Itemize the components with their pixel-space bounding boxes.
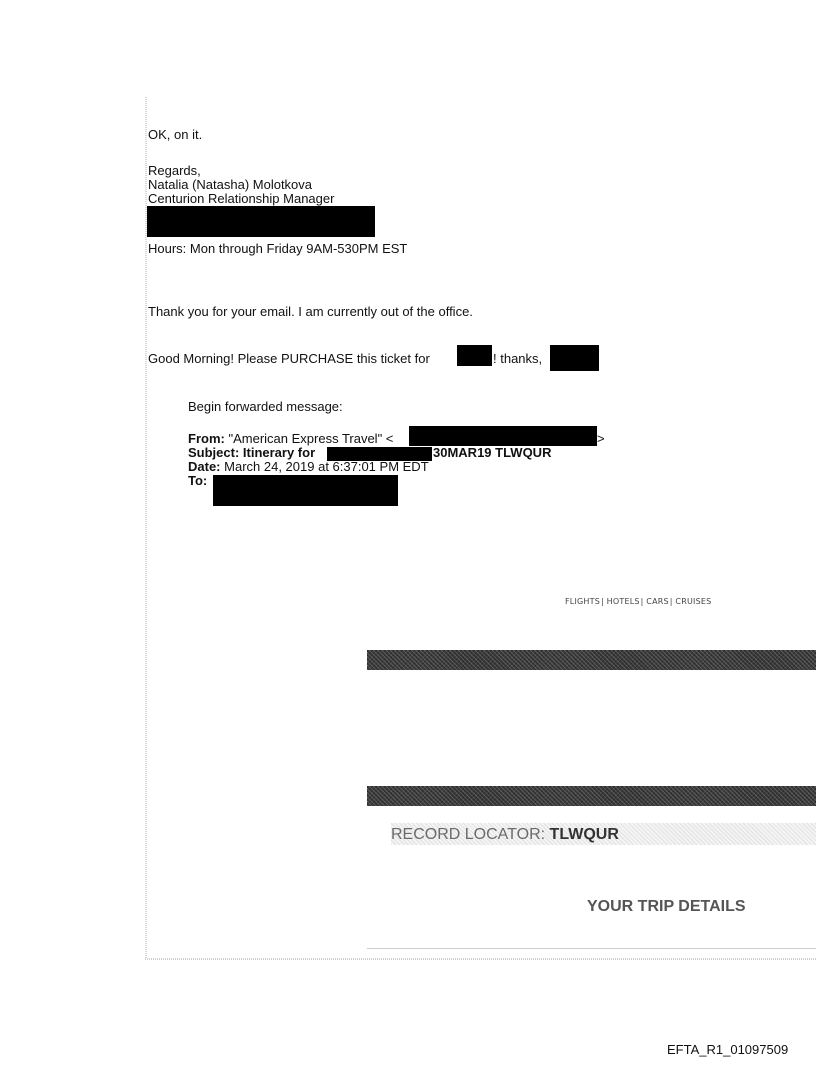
redaction-recipient — [213, 475, 398, 506]
trip-details-divider — [367, 948, 816, 949]
redaction-passenger-name — [457, 345, 492, 366]
subject-value: 30MAR19 TLWQUR — [433, 445, 552, 460]
signature-name: Natalia (Natasha) Molotkova — [148, 177, 313, 192]
subject-label: Subject: Itinerary for — [188, 445, 316, 460]
signature-title: Centurion Relationship Manager — [148, 191, 335, 206]
record-locator — [391, 826, 619, 844]
itinerary-header-banner — [367, 650, 816, 670]
record-locator-label: RECORD LOCATOR: — [391, 826, 546, 843]
signature-regards: Regards, — [148, 163, 201, 178]
from-close-bracket: > — [597, 431, 605, 446]
purchase-request-text: Good Morning! Please PURCHASE this ticket for — [148, 351, 430, 366]
nav-link-flights[interactable]: FLIGHTS — [565, 597, 600, 606]
message-frame-bottom-border — [145, 958, 816, 960]
date-value: March 24, 2019 at 6:37:01 PM EDT — [224, 459, 429, 474]
signature-hours: Hours: Mon through Friday 9AM-530PM EST — [148, 241, 408, 256]
nav-link-cars[interactable]: CARS — [646, 597, 669, 606]
forwarded-intro: Begin forwarded message: — [188, 399, 343, 414]
auto-reply-text: Thank you for your email. I am currently out of the office. — [148, 304, 473, 319]
purchase-request-thanks: ! thanks, — [493, 351, 543, 366]
nav-link-cruises[interactable]: CRUISES — [675, 597, 712, 606]
itinerary-section-banner — [367, 786, 816, 806]
to-label: To: — [188, 473, 208, 488]
document-id: EFTA_R1_01097509 — [667, 1042, 789, 1057]
date-label: Date: — [188, 459, 221, 474]
forwarded-date-row — [188, 459, 429, 474]
itinerary-nav: FLIGHTS| HOTELS| CARS| CRUISES — [565, 597, 712, 606]
reply-line: OK, on it. — [148, 127, 203, 142]
from-value: "American Express Travel" < — [228, 431, 394, 446]
redaction-sender-email — [409, 426, 597, 446]
nav-link-hotels[interactable]: HOTELS — [606, 597, 640, 606]
record-locator-value: TLWQUR — [549, 826, 619, 843]
trip-details-heading: YOUR TRIP DETAILS — [587, 898, 746, 915]
forwarded-from-row — [188, 431, 393, 446]
from-label: From: — [188, 431, 225, 446]
redaction-sender-name — [550, 345, 599, 371]
redaction-signature-contact — [147, 206, 375, 237]
